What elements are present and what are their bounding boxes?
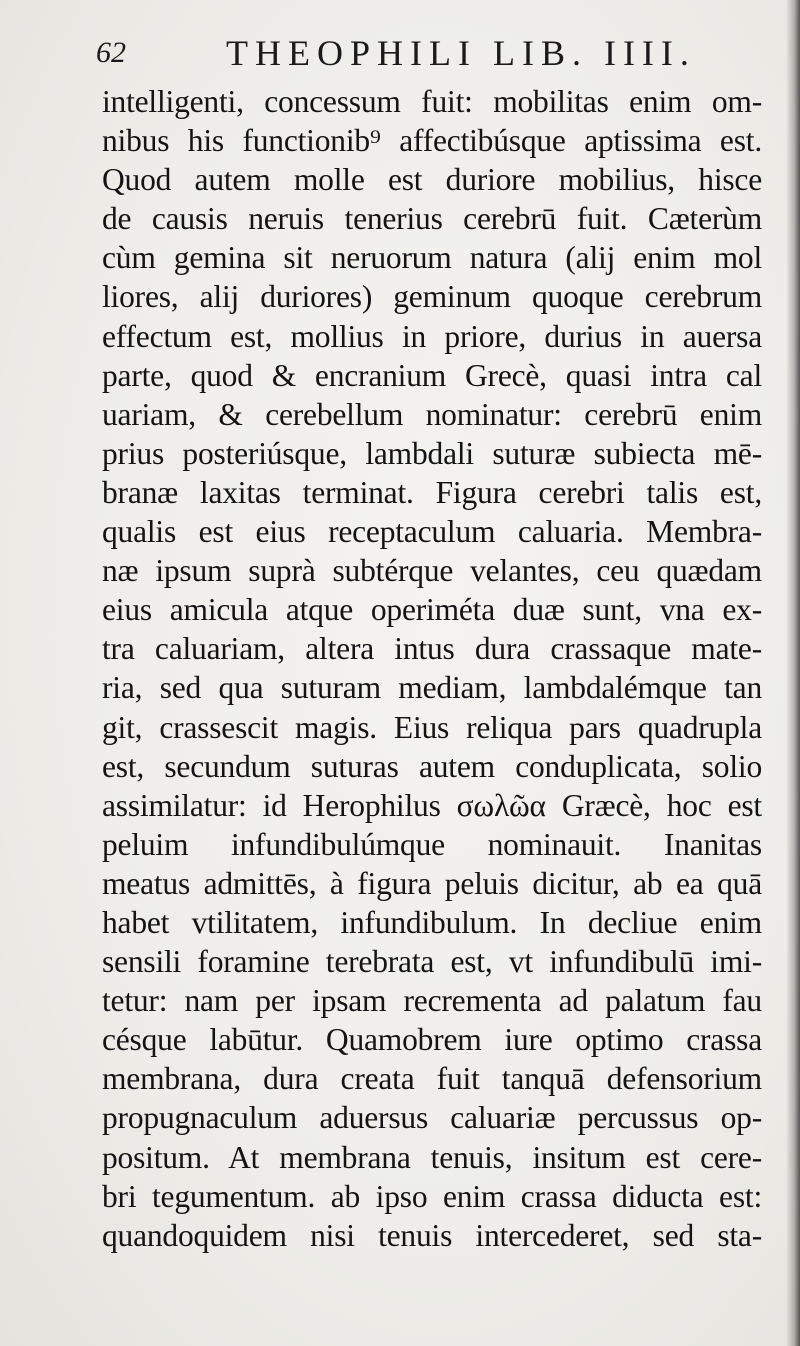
text-line: nibus his functionib⁹ affectibúsque aptissima est. — [102, 123, 762, 159]
text-line: liores, alij duriores) geminum quoque cerebrum — [102, 279, 762, 315]
text-line: peluim infundibulúmque nominauit. Inanitas — [102, 826, 762, 862]
text-line: prius posteriúsque, lambdali suturæ subiecta mē- — [102, 435, 762, 471]
text-line: bri tegumentum. ab ipso enim crassa diducta est: — [102, 1178, 762, 1214]
text-line: eius amicula atque operiméta duæ sunt, vna ex- — [102, 592, 762, 628]
page-header — [96, 28, 756, 76]
text-line: tra caluariam, altera intus dura crassaque mate- — [102, 631, 762, 667]
text-line: branæ laxitas terminat. Figura cerebri talis est, — [102, 474, 762, 510]
text-line: qualis est eius receptaculum caluaria. Membra- — [102, 514, 762, 550]
text-line: cùm gemina sit neruorum natura (alij enim mol — [102, 240, 762, 276]
binding-shadow — [786, 0, 800, 1346]
text-line: Quod autem molle est duriore mobilius, hisce — [102, 162, 762, 198]
text-line: habet vtilitatem, infundibulum. In decliue enim — [102, 904, 762, 940]
text-line: membrana, dura creata fuit tanquā defensorium — [102, 1061, 762, 1097]
text-line: de causis neruis tenerius cerebrū fuit. Cæterùm — [102, 201, 762, 237]
text-line: propugnaculum aduersus caluariæ percussus op- — [102, 1100, 762, 1136]
text-line: næ ipsum suprà subtérque velantes, ceu quædam — [102, 553, 762, 589]
text-line: assimilatur: id Herophilus σωλῶα Græcè, hoc est — [102, 787, 762, 823]
text-line: ria, sed qua suturam mediam, lambdalémque tan — [102, 670, 762, 706]
text-line: tetur: nam per ipsam recrementa ad palatum fau — [102, 983, 762, 1019]
text-line: est, secundum suturas autem conduplicata, solio — [102, 748, 762, 784]
text-line: meatus admittēs, à figura peluis dicitur, ab ea quā — [102, 865, 762, 901]
text-line: positum. At membrana tenuis, insitum est cere- — [102, 1139, 762, 1175]
body-text — [102, 82, 762, 1255]
text-line: uariam, & cerebellum nominatur: cerebrū enim — [102, 396, 762, 432]
text-line: quandoquidem nisi tenuis intercederet, sed sta- — [102, 1217, 762, 1253]
page-number: 62 — [96, 36, 126, 69]
running-title: THEOPHILI LIB. IIII. — [226, 33, 696, 73]
text-line: git, crassescit magis. Eius reliqua pars quadrupla — [102, 709, 762, 745]
text-line: parte, quod & encranium Grecè, quasi intra cal — [102, 357, 762, 393]
text-line: intelligenti, concessum fuit: mobilitas enim om- — [102, 84, 762, 119]
text-line: césque labūtur. Quamobrem iure optimo crassa — [102, 1022, 762, 1058]
text-line: sensili foramine terebrata est, vt infundibulū imi- — [102, 944, 762, 980]
text-line: effectum est, mollius in priore, durius in auersa — [102, 318, 762, 354]
